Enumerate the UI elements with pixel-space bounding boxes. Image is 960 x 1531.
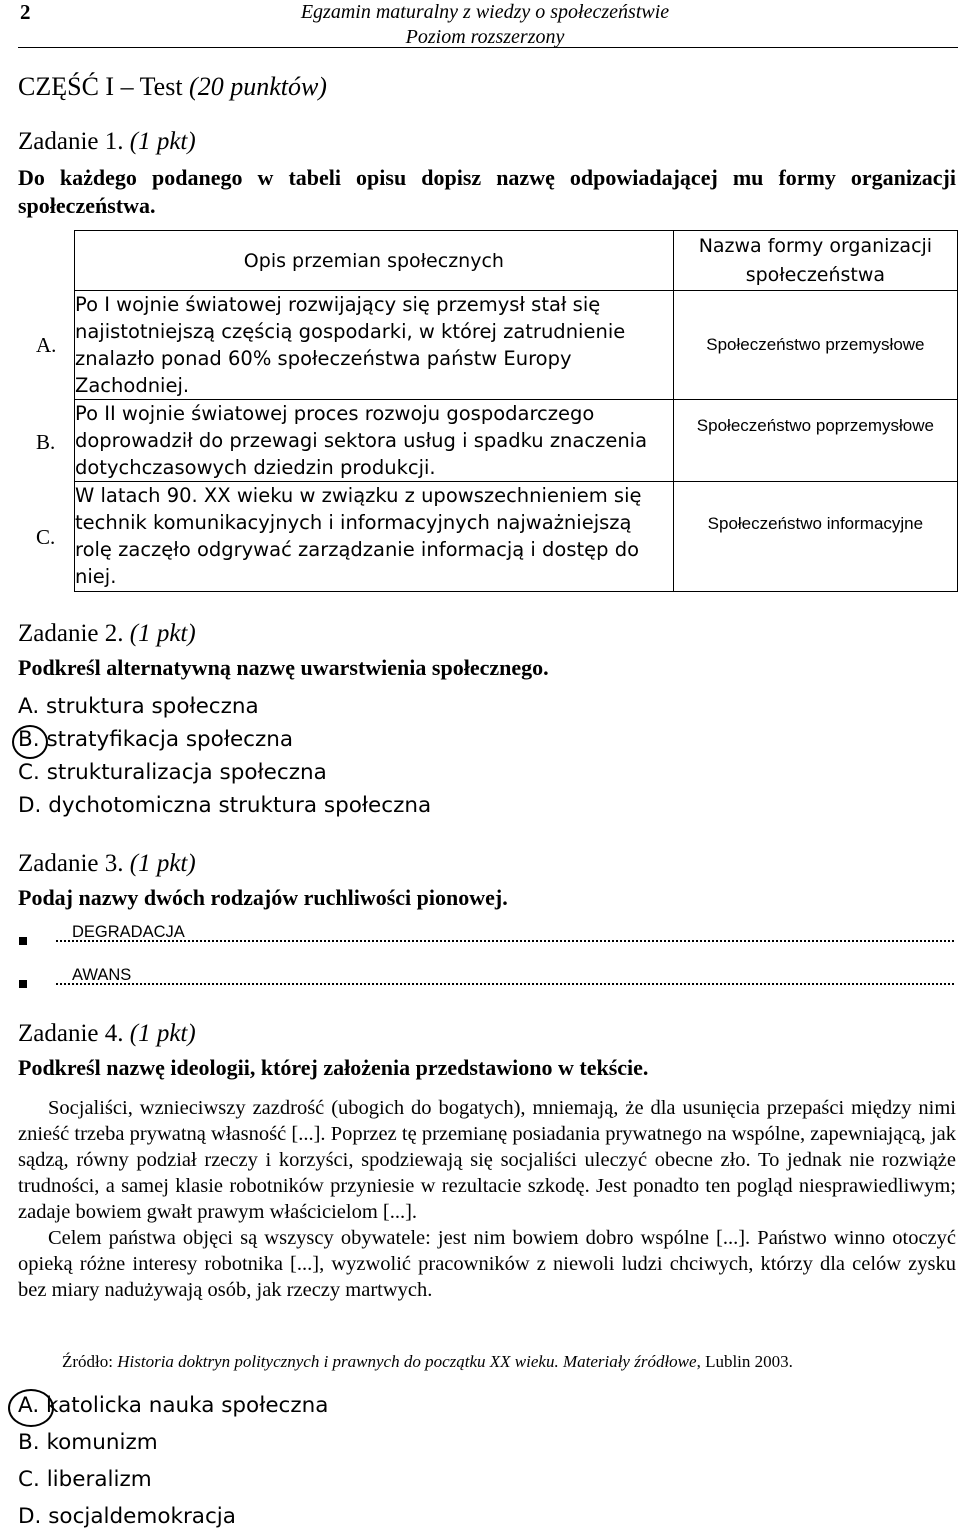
page-number: 2 xyxy=(20,0,31,24)
task4-option-a[interactable] xyxy=(18,1393,328,1418)
source-title: Historia doktryn politycznych i prawnych do początku XX wieku. Materiały źródłowe xyxy=(117,1352,697,1371)
task3-answer-1[interactable]: DEGRADACJA xyxy=(72,923,185,941)
header-divider xyxy=(18,47,958,48)
task2-heading xyxy=(18,620,196,648)
row-c-answer[interactable]: Społeczeństwo informacyjne xyxy=(673,482,957,592)
source-label: Źródło: xyxy=(62,1352,113,1371)
source-paragraph-2: Celem państwa objęci są wszyscy obywatele: jest nim bowiem dobro wspólne [...]. Państwo winno otoczyć opieką różne interesy robotnika [...], wyzwolić pracowników z niewoli ludzi chciwych, którzy dla celów zysku bez miary nadużywają osób, jak rzeczy martwych. xyxy=(18,1227,956,1301)
answer-circle-mark xyxy=(12,725,48,759)
table-row xyxy=(75,482,958,592)
task3-answer-2[interactable]: AWANS xyxy=(72,966,132,984)
task2-option-b[interactable] xyxy=(18,727,293,752)
row-b-description: Po II wojnie światowej proces rozwoju gospodarczego doprowadził do przewagi sektora usług i spadku znaczenia dotychczasowych dziedzin produkcji. xyxy=(75,400,674,482)
source-text xyxy=(18,1095,956,1303)
source-paragraph-1: Socjaliści, wznieciwszy zazdrość (ubogich do bogatych), mniemają, że dla usunięcia przepaści między nimi znieść trzeba prywatną własność [...]. Poprzez tę przemianę posiadania prywatnego na wspólne, zapewniającą, jak sądzą, równy podział rzeczy i korzyści, spodziewają się socjaliści uleczyć obecne zło. To jednak nie rozwiąże trudności, a samej klasie robotników przyniesie w rezultacie szkodę. Jest ponadto ten pogląd niesprawiedliwym; zadaje bowiem gwałt prawym właścicielom [...]. xyxy=(18,1097,956,1223)
option-letter: D. xyxy=(18,1504,42,1529)
task2-option-d[interactable] xyxy=(18,793,431,818)
task2-option-a[interactable] xyxy=(18,694,259,719)
row-letter-b: B. xyxy=(36,430,56,454)
source-tail: , Lublin 2003. xyxy=(696,1352,793,1371)
answer-line xyxy=(56,940,954,942)
task4-instruction: Podkreśl nazwę ideologii, której założenia przedstawiono w tekście. xyxy=(18,1055,649,1080)
table-header-row xyxy=(75,231,958,291)
part-title xyxy=(18,72,327,102)
source-citation xyxy=(62,1352,793,1372)
task4-option-c[interactable] xyxy=(18,1467,152,1492)
option-letter: C. xyxy=(18,1467,40,1492)
table-row xyxy=(75,291,958,400)
task3-instruction: Podaj nazwy dwóch rodzajów ruchliwości pionowej. xyxy=(18,885,508,910)
option-letter: A. xyxy=(18,694,40,719)
task1-title: Zadanie 1. xyxy=(18,128,124,155)
option-text: strukturalizacja społeczna xyxy=(46,760,327,785)
option-text: socjaldemokracja xyxy=(48,1504,236,1529)
square-bullet-icon xyxy=(19,980,27,988)
task3-points: (1 pkt) xyxy=(129,850,196,877)
row-a-answer[interactable]: Społeczeństwo przemysłowe xyxy=(673,291,957,400)
row-letter-c: C. xyxy=(36,525,56,549)
col-name-header: Nazwa formy organizacji społeczeństwa xyxy=(673,231,957,291)
row-c-description: W latach 90. XX wieku w związku z upowszechnieniem się technik komunikacyjnych i informacyjnych najważniejszą rolę zaczęło odgrywać zarządzanie informacją i dostęp do niej. xyxy=(75,482,674,592)
task1-instruction: Do każdego podanego w tabeli opisu dopisz nazwę odpowiadającej mu formy organizacji społeczeństwa. xyxy=(18,165,956,218)
task2-instruction: Podkreśl alternatywną nazwę uwarstwienia społecznego. xyxy=(18,655,549,680)
option-text: liberalizm xyxy=(46,1467,152,1492)
option-letter: D. xyxy=(18,793,42,818)
option-text: dychotomiczna struktura społeczna xyxy=(48,793,432,818)
row-letter-a: A. xyxy=(36,333,57,357)
option-text: katolicka nauka społeczna xyxy=(46,1393,329,1418)
task2-option-c[interactable] xyxy=(18,760,327,785)
option-text: komunizm xyxy=(46,1430,158,1455)
task2-title: Zadanie 2. xyxy=(18,620,124,647)
option-letter: A. xyxy=(18,1393,40,1418)
option-text: stratyfikacja społeczna xyxy=(46,727,294,752)
task4-heading xyxy=(18,1020,196,1048)
row-a-description: Po I wojnie światowej rozwijający się przemysł stał się najistotniejszą częścią gospodarki, w której zatrudnienie znalazło ponad 60% społeczeństwa państw Europy Zachodniej. xyxy=(75,291,674,400)
task1-heading xyxy=(18,128,196,156)
row-b-answer[interactable]: Społeczeństwo poprzemysłowe xyxy=(673,400,957,482)
task4-points: (1 pkt) xyxy=(129,1020,196,1047)
answer-circle-mark xyxy=(8,1389,54,1427)
answer-line xyxy=(56,983,954,985)
exam-header xyxy=(295,0,675,50)
option-letter: B. xyxy=(18,1430,40,1455)
part-points: (20 punktów) xyxy=(189,72,327,101)
option-letter: B. xyxy=(18,727,40,752)
col-desc-header: Opis przemian społecznych xyxy=(75,231,674,291)
task4-option-d[interactable] xyxy=(18,1504,236,1529)
task3-heading xyxy=(18,850,196,878)
exam-title: Egzamin maturalny z wiedzy o społeczeństwie xyxy=(300,1,670,23)
task1-table xyxy=(74,230,958,592)
task3-title: Zadanie 3. xyxy=(18,850,124,877)
exam-level: Poziom rozszerzony xyxy=(405,26,565,48)
task2-points: (1 pkt) xyxy=(129,620,196,647)
part-title-text: CZĘŚĆ I – Test xyxy=(18,72,183,101)
option-text: struktura społeczna xyxy=(46,694,259,719)
task4-option-b[interactable] xyxy=(18,1430,158,1455)
square-bullet-icon xyxy=(19,937,27,945)
task4-title: Zadanie 4. xyxy=(18,1020,124,1047)
task1-points: (1 pkt) xyxy=(129,128,196,155)
table-row xyxy=(75,400,958,482)
option-letter: C. xyxy=(18,760,40,785)
